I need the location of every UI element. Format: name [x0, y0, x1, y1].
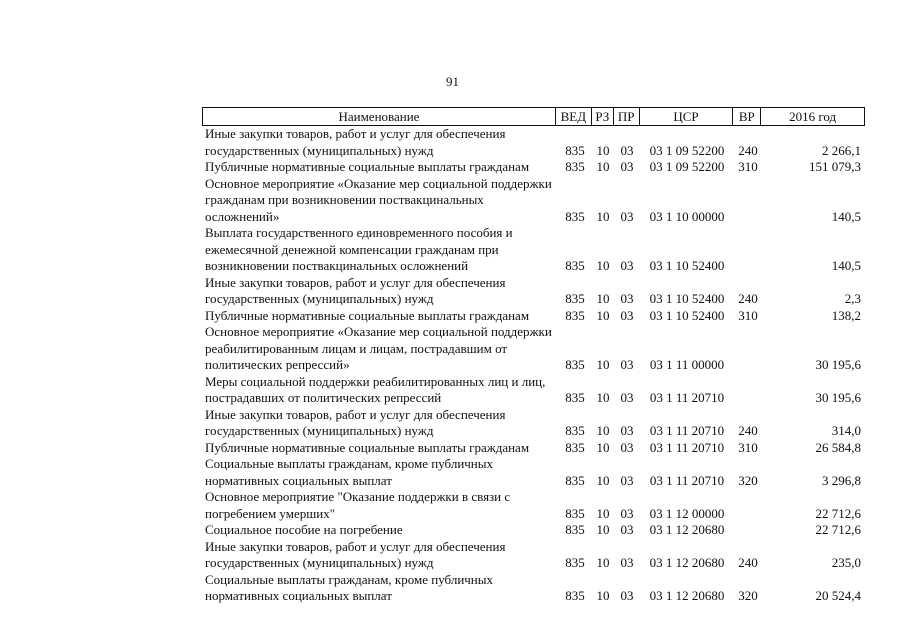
row-name-line: Основное мероприятие «Оказание мер социальной поддержки [205, 324, 552, 339]
table-header [202, 107, 865, 126]
header-ved: ВЕД [556, 108, 592, 125]
row-ved: 835 [565, 472, 585, 488]
row-csr: 03 1 12 00000 [649, 505, 725, 521]
row-vr: 310 [738, 159, 758, 174]
header-name: Наименование [203, 108, 556, 125]
row-rz: 10 [596, 472, 610, 488]
row-ved: 835 [565, 291, 585, 306]
row-name [202, 440, 556, 457]
row-name [202, 126, 556, 159]
row-name [202, 275, 556, 308]
row-name-line: государственных (муниципальных) нужд [205, 142, 434, 158]
row-pr: 03 [620, 258, 634, 273]
row-value: 2,3 [844, 291, 861, 306]
row-rz: 10 [596, 390, 610, 405]
row-name-line: осложнений» [205, 208, 280, 224]
row-name-line: Основное мероприятие "Оказание поддержки в связи с [205, 489, 511, 504]
table-row [202, 440, 865, 457]
row-ved: 835 [565, 142, 585, 158]
row-name-line: Публичные нормативные социальные выплаты гражданам [205, 159, 530, 174]
row-ved: 835 [565, 423, 585, 438]
row-ved: 835 [565, 357, 585, 372]
row-ved: 835 [565, 522, 585, 537]
row-value: 140,5 [831, 208, 861, 224]
row-name-line: Публичные нормативные социальные выплаты гражданам [205, 439, 530, 455]
row-csr: 03 1 10 52400 [649, 291, 725, 306]
row-csr: 03 1 12 20680 [649, 555, 725, 570]
row-rz: 10 [596, 307, 610, 323]
row-name-line: нормативных социальных выплат [205, 588, 392, 603]
row-name [202, 324, 556, 374]
row-name [202, 572, 556, 605]
row-name [202, 407, 556, 440]
header-rz: РЗ [592, 108, 614, 125]
row-name-line: Публичные нормативные социальные выплаты гражданам [205, 307, 530, 323]
row-value: 314,0 [831, 423, 861, 438]
row-name-line: государственных (муниципальных) нужд [205, 555, 434, 570]
table-row [202, 126, 865, 159]
row-ved: 835 [565, 439, 585, 455]
header-csr: ЦСР [640, 108, 734, 125]
table-row [202, 225, 865, 275]
row-name-line: Социальное пособие на погребение [205, 522, 403, 537]
row-pr: 03 [620, 357, 634, 372]
row-pr: 03 [620, 472, 634, 488]
row-name-line: погребением умерших" [205, 505, 336, 521]
row-value: 3 296,8 [822, 472, 861, 488]
row-vr: 320 [738, 472, 758, 488]
row-value: 30 195,6 [815, 357, 861, 372]
row-name [202, 374, 556, 407]
row-pr: 03 [620, 390, 634, 405]
row-csr: 03 1 09 52200 [649, 142, 725, 158]
table-row [202, 539, 865, 572]
row-name-line: Иные закупки товаров, работ и услуг для обеспечения [205, 406, 506, 422]
row-ved: 835 [565, 555, 585, 570]
row-value: 2 266,1 [822, 142, 861, 158]
row-name-line: возникновении поствакцинальных осложнений [205, 258, 469, 273]
row-rz: 10 [596, 505, 610, 521]
row-value: 151 079,3 [809, 159, 861, 174]
header-vr: ВР [733, 108, 761, 125]
row-name-line: Иные закупки товаров, работ и услуг для обеспечения [205, 126, 506, 141]
row-csr: 03 1 11 20710 [649, 472, 725, 488]
row-ved: 835 [565, 208, 585, 224]
row-name-line: государственных (муниципальных) нужд [205, 423, 434, 438]
header-year: 2016 год [789, 109, 837, 124]
table-row [202, 374, 865, 407]
row-value: 22 712,6 [815, 505, 861, 521]
row-rz: 10 [596, 357, 610, 372]
row-pr: 03 [620, 208, 634, 224]
row-vr: 240 [738, 423, 758, 438]
table-row [202, 159, 865, 176]
row-name [202, 225, 556, 275]
row-pr: 03 [620, 307, 634, 323]
row-ved: 835 [565, 258, 585, 273]
row-vr: 240 [738, 291, 758, 306]
row-name-line: пострадавших от политических репрессий [205, 390, 442, 405]
row-name [202, 489, 556, 522]
row-ved: 835 [565, 307, 585, 323]
row-csr: 03 1 11 20710 [649, 390, 725, 405]
row-csr: 03 1 09 52200 [649, 159, 725, 174]
row-rz: 10 [596, 142, 610, 158]
row-name-line: Социальные выплаты гражданам, кроме публичных [205, 456, 493, 471]
row-csr: 03 1 12 20680 [649, 522, 725, 537]
table-row [202, 324, 865, 374]
row-value: 22 712,6 [815, 522, 861, 537]
row-csr: 03 1 11 20710 [649, 423, 725, 438]
row-name-line: ежемесячной денежной компенсации гражданам при [205, 241, 499, 257]
row-ved: 835 [565, 505, 585, 521]
row-vr: 310 [738, 439, 758, 455]
budget-table [202, 107, 865, 605]
row-vr: 310 [738, 307, 758, 323]
row-csr: 03 1 10 52400 [649, 307, 725, 323]
row-pr: 03 [620, 142, 634, 158]
row-csr: 03 1 10 00000 [649, 208, 725, 224]
row-value: 140,5 [831, 258, 861, 273]
row-csr: 03 1 12 20680 [649, 588, 725, 603]
row-name [202, 456, 556, 489]
table-row [202, 489, 865, 522]
row-pr: 03 [620, 291, 634, 306]
row-pr: 03 [620, 423, 634, 438]
row-csr: 03 1 10 52400 [649, 258, 725, 273]
page-number: 91 [446, 74, 459, 89]
row-name [202, 308, 556, 325]
row-rz: 10 [596, 588, 610, 603]
row-ved: 835 [565, 588, 585, 603]
table-row [202, 572, 865, 605]
row-rz: 10 [596, 522, 610, 537]
row-name [202, 176, 556, 226]
table-row [202, 456, 865, 489]
row-csr: 03 1 11 00000 [649, 357, 725, 372]
row-name-line: реабилитированным лицам и лицам, пострадавшим от [205, 340, 508, 356]
row-pr: 03 [620, 522, 634, 537]
row-name-line: политических репрессий» [205, 357, 350, 372]
row-ved: 835 [565, 390, 585, 405]
table-row [202, 308, 865, 325]
row-ved: 835 [565, 159, 585, 174]
row-vr: 240 [738, 142, 758, 158]
row-name [202, 522, 556, 539]
table-row [202, 407, 865, 440]
row-name-line: Основное мероприятие «Оказание мер социальной поддержки [205, 175, 552, 191]
row-pr: 03 [620, 505, 634, 521]
row-name-line: Иные закупки товаров, работ и услуг для обеспечения [205, 538, 506, 554]
table-row [202, 522, 865, 539]
row-value: 235,0 [831, 555, 861, 570]
row-pr: 03 [620, 159, 634, 174]
row-name-line: Меры социальной поддержки реабилитированных лиц и лиц, [205, 373, 546, 389]
row-rz: 10 [596, 258, 610, 273]
row-pr: 03 [620, 439, 634, 455]
table-body [202, 126, 865, 605]
row-rz: 10 [596, 423, 610, 438]
row-rz: 10 [596, 291, 610, 306]
row-name-line: гражданам при возникновении поствакцинальных [205, 192, 484, 207]
row-vr: 240 [738, 555, 758, 570]
row-vr: 320 [738, 588, 758, 603]
row-value: 138,2 [831, 307, 861, 323]
row-value: 30 195,6 [815, 390, 861, 405]
row-name-line: Выплата государственного единовременного пособия и [205, 225, 513, 240]
row-name [202, 539, 556, 572]
row-pr: 03 [620, 588, 634, 603]
row-rz: 10 [596, 555, 610, 570]
row-value: 26 584,8 [815, 439, 861, 455]
table-row [202, 275, 865, 308]
row-csr: 03 1 11 20710 [649, 439, 725, 455]
row-name-line: Социальные выплаты гражданам, кроме публичных [205, 571, 493, 587]
row-pr: 03 [620, 555, 634, 570]
row-rz: 10 [596, 159, 610, 174]
table-row [202, 176, 865, 226]
row-rz: 10 [596, 208, 610, 224]
row-name [202, 159, 556, 176]
row-name-line: Иные закупки товаров, работ и услуг для обеспечения [205, 274, 506, 290]
header-pr: ПР [614, 108, 640, 125]
row-value: 20 524,4 [815, 588, 861, 603]
row-name-line: нормативных социальных выплат [205, 472, 392, 488]
row-name-line: государственных (муниципальных) нужд [205, 291, 434, 306]
row-rz: 10 [596, 439, 610, 455]
